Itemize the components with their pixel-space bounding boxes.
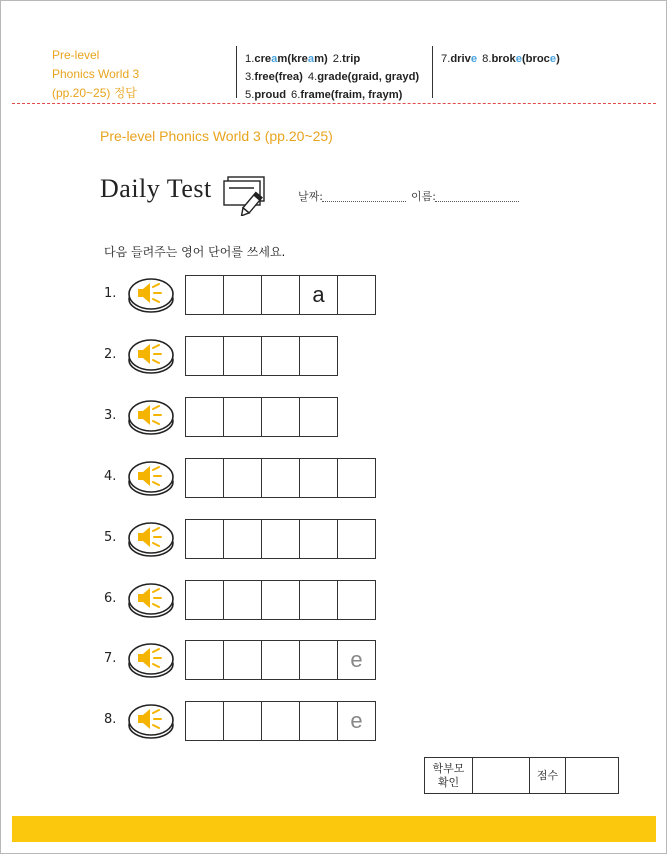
letter-boxes [185,701,375,741]
letter-box[interactable] [299,397,338,437]
subtitle: Pre-level Phonics World 3 (pp.20~25) [100,128,333,144]
sign-table [424,757,619,794]
parent-check-label [425,758,473,794]
letter-box[interactable] [185,701,224,741]
answer-alt: (fraim, fraym) [330,89,403,101]
letter-box[interactable] [337,458,376,498]
letter-box[interactable] [223,580,262,620]
answer-word-text: frame [300,89,331,101]
letter-box[interactable] [185,336,224,376]
score-label: 점수 [530,758,566,794]
answer-highlight-letter: e [515,53,522,65]
speaker-icon[interactable] [126,394,176,438]
answer-word-text: free [254,71,275,83]
answer-highlight-letter: e [549,53,557,65]
letter-box[interactable] [337,519,376,559]
letter-box[interactable] [223,701,262,741]
answer-alt: (broc [521,53,550,65]
answer-highlight-letter: a [307,53,315,65]
letter-box[interactable] [185,458,224,498]
question-number: 7. [104,651,117,666]
letter-boxes [185,397,337,437]
speaker-icon[interactable] [126,272,176,316]
letter-box[interactable] [185,640,224,680]
answer-item [291,89,402,101]
letter-box[interactable] [299,580,338,620]
answer-item [245,53,328,65]
header-divider [432,46,433,98]
question-row [0,701,667,741]
name-label: 이름: [411,190,436,203]
answer-highlight-letter: a [271,53,278,65]
level-line: Pre-level [52,48,100,62]
letter-box[interactable] [185,397,224,437]
letter-box[interactable] [223,640,262,680]
question-number: 4. [104,469,117,484]
letter-box[interactable] [223,458,262,498]
answer-line [245,50,419,68]
question-row [0,336,667,376]
letter-box[interactable]: a [299,275,338,315]
letter-box[interactable]: e [337,701,376,741]
letter-boxes [185,640,375,680]
letter-box[interactable]: e [337,640,376,680]
letter-boxes [185,580,375,620]
speaker-icon[interactable] [126,333,176,377]
letter-box[interactable] [261,275,300,315]
parent-check-field[interactable] [473,758,530,794]
answer-column-2 [441,50,560,68]
letter-box[interactable] [261,640,300,680]
answer-item [245,71,303,83]
letter-box[interactable] [185,580,224,620]
answer-word [300,89,402,101]
answer-word-text: proud [254,89,287,101]
answer-word [342,53,360,65]
answer-number: 3. [245,71,255,83]
speaker-icon[interactable] [126,455,176,499]
letter-box[interactable] [185,275,224,315]
answer-number: 6. [291,89,301,101]
answer-word [450,53,477,65]
letter-box[interactable] [299,701,338,741]
answer-alt: (kre [287,53,308,65]
speaker-icon[interactable] [126,516,176,560]
answer-word [317,71,419,83]
date-label: 날짜: [298,190,323,203]
answer-word-text: driv [450,53,471,65]
letter-box[interactable] [223,397,262,437]
letter-box[interactable] [261,397,300,437]
answer-number: 5. [245,89,255,101]
letter-box[interactable] [223,336,262,376]
answer-number: 7. [441,53,451,65]
answer-word [254,89,286,101]
speaker-icon[interactable] [126,637,176,681]
question-row [0,458,667,498]
answer-column-1 [245,50,419,104]
answer-word-text: cre [254,53,272,65]
parent-check-label-line: 학부모 [432,761,465,775]
answer-alt: ) [556,53,560,65]
letter-box[interactable] [261,519,300,559]
letter-box[interactable] [299,640,338,680]
question-number: 6. [104,591,117,606]
answer-alt: (graid, grayd) [347,71,420,83]
question-number: 8. [104,712,117,727]
answer-word [254,53,327,65]
letter-boxes [185,275,375,315]
answer-key-level [52,46,139,103]
question-number: 3. [104,408,117,423]
letter-box[interactable] [185,519,224,559]
answer-alt: (frea) [274,71,303,83]
question-row [0,397,667,437]
letter-boxes [185,519,375,559]
answer-word [254,71,303,83]
letter-box[interactable] [299,458,338,498]
memo-pencil-icon [220,172,270,216]
question-row [0,640,667,680]
answer-item [333,53,360,65]
letter-box[interactable] [223,275,262,315]
date-field[interactable] [322,201,406,202]
letter-boxes [185,336,337,376]
question-row [0,519,667,559]
question-number: 5. [104,530,117,545]
letter-box[interactable] [299,336,338,376]
parent-check-label-line: 확인 [437,775,460,789]
answer-number: 1. [245,53,255,65]
question-row [0,275,667,315]
answer-word-text: trip [342,53,361,65]
letter-box[interactable] [261,458,300,498]
answer-item [482,53,560,65]
answer-highlight-letter: e [470,53,478,65]
letter-box[interactable] [337,580,376,620]
answer-number: 8. [482,53,492,65]
question-number: 1. [104,286,117,301]
level-line: (pp.20~25) 정답 [52,86,137,100]
letter-box[interactable] [299,519,338,559]
letter-box[interactable] [337,275,376,315]
answer-word-text: brok [491,53,516,65]
answer-line [245,68,419,86]
header-separator [12,103,656,104]
answer-line [245,86,419,104]
score-field[interactable] [566,758,619,794]
question-number: 2. [104,347,117,362]
answer-item [441,53,477,65]
answer-word-text: m [277,53,288,65]
answer-word [491,53,559,65]
answer-line [441,50,560,68]
answer-item [308,71,419,83]
answer-word-text: grade [317,71,348,83]
level-line: Phonics World 3 [52,67,140,81]
instruction: 다음 들려주는 영어 단어를 쓰세요. [104,245,286,259]
letter-box[interactable] [261,336,300,376]
letter-box[interactable] [261,701,300,741]
speaker-icon[interactable] [126,577,176,621]
page-title: Daily Test [100,174,212,203]
answer-number: 2. [332,53,343,65]
answer-alt: m) [314,53,328,65]
header-divider [236,46,237,98]
letter-box[interactable] [261,580,300,620]
letter-box[interactable] [223,519,262,559]
question-row [0,580,667,620]
answer-item [245,89,286,101]
name-field[interactable] [435,201,519,202]
answer-number: 4. [307,71,318,83]
letter-boxes [185,458,375,498]
bottom-bar [12,816,656,842]
speaker-icon[interactable] [126,698,176,742]
